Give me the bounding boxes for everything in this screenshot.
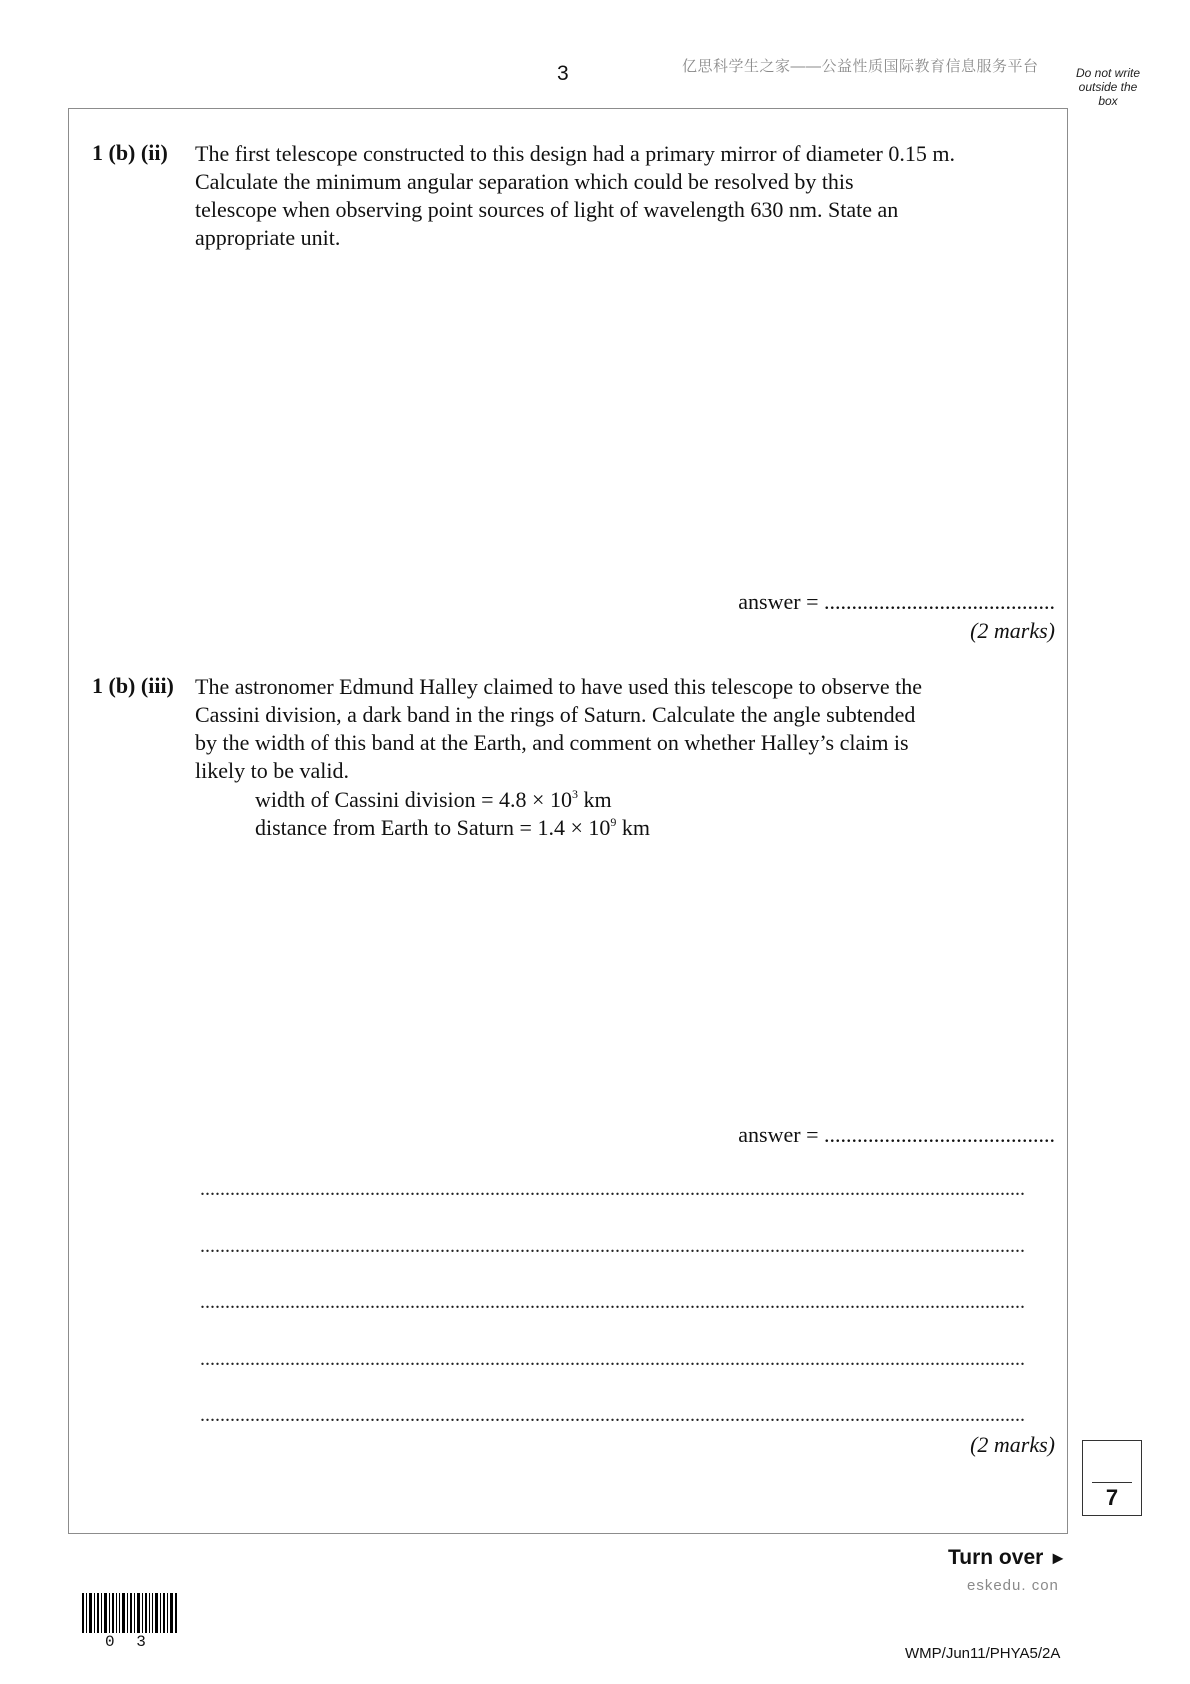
question-line: by the width of this band at the Earth, and comment on whether Halley’s claim is [195, 730, 909, 755]
answer-dots: .......................................... [824, 1122, 1055, 1147]
question-label-1bii: 1 (b) (ii) [92, 140, 168, 165]
question-text-1bii [195, 140, 1065, 252]
data-exponent: 9 [610, 815, 617, 829]
margin-note [1066, 66, 1150, 108]
page-number: 3 [557, 62, 569, 85]
answer-field-1biii[interactable] [600, 1122, 1055, 1148]
margin-note-line: outside the [1078, 80, 1138, 94]
answer-field-1bii[interactable] [600, 589, 1055, 615]
arrow-right-icon: ► [1049, 1548, 1067, 1568]
data-unit: km [616, 815, 650, 840]
turn-over-label [948, 1546, 1067, 1570]
score-divider [1092, 1482, 1132, 1483]
question-line: Cassini division, a dark band in the rings of Saturn. Calculate the angle subtended [195, 702, 916, 727]
data-text: distance from Earth to Saturn = 1.4 × 10 [255, 815, 611, 840]
margin-note-line: Do not write [1075, 66, 1141, 80]
data-exponent: 3 [571, 787, 578, 801]
data-text: width of Cassini division = 4.8 × 10 [255, 787, 572, 812]
marks-1bii: (2 marks) [970, 618, 1055, 643]
barcode-icon [82, 1593, 177, 1633]
data-cassini-width [255, 787, 612, 813]
answer-dots: .......................................... [824, 589, 1055, 614]
question-text-1biii [195, 673, 1065, 785]
question-line: The first telescope constructed to this design had a primary mirror of diameter 0.15 m. [195, 141, 955, 166]
question-line: appropriate unit. [195, 225, 341, 250]
answer-label: answer = [738, 589, 824, 614]
data-earth-saturn-distance [255, 815, 650, 841]
question-label-1biii: 1 (b) (iii) [92, 673, 174, 698]
score-total: 7 [1105, 1485, 1119, 1510]
watermark-text: 亿思科学生之家——公益性质国际教育信息服务平台 [682, 58, 1039, 75]
question-line: telescope when observing point sources of light of wavelength 630 nm. State an [195, 197, 899, 222]
margin-note-line: box [1098, 94, 1118, 108]
site-watermark: eskedu. con [967, 1577, 1059, 1594]
writing-line[interactable]: ..................................................................................................................................................................... [200, 1291, 1025, 1313]
question-line: Calculate the minimum angular separation which could be resolved by this [195, 169, 854, 194]
writing-line[interactable]: ..................................................................................................................................................................... [200, 1235, 1025, 1257]
paper-code: WMP/Jun11/PHYA5/2A [905, 1645, 1061, 1662]
barcode-number: 0 3 [105, 1633, 152, 1651]
question-line: likely to be valid. [195, 758, 349, 783]
data-unit: km [577, 787, 612, 812]
turn-over-text: Turn over [948, 1546, 1044, 1569]
writing-line[interactable]: ..................................................................................................................................................................... [200, 1348, 1025, 1370]
writing-line[interactable]: ..................................................................................................................................................................... [200, 1404, 1025, 1426]
question-line: The astronomer Edmund Halley claimed to have used this telescope to observe the [195, 674, 922, 699]
marks-1biii: (2 marks) [970, 1432, 1055, 1457]
writing-line[interactable]: ..................................................................................................................................................................... [200, 1178, 1025, 1200]
answer-label: answer = [738, 1122, 824, 1147]
